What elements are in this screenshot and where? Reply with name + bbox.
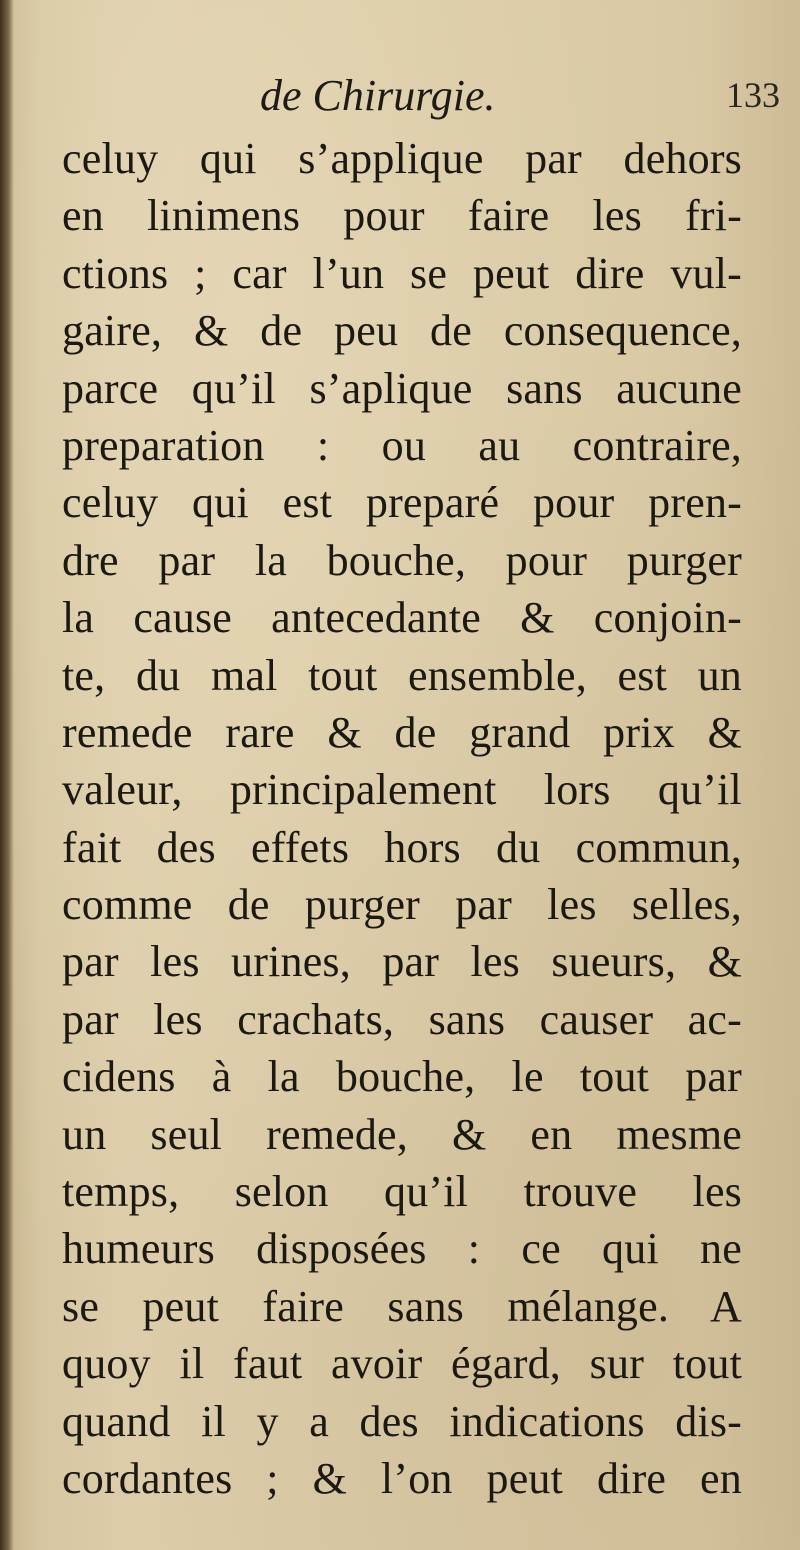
text-line: temps, selon qu’il trouve les [62, 1167, 742, 1217]
text-line: humeurs disposées : ce qui ne [62, 1224, 742, 1274]
text-line: cidens à la bouche, le tout par [62, 1052, 742, 1102]
text-line: celuy qui est preparé pour pren- [62, 478, 742, 528]
text-line: gaire, & de peu de consequence, [62, 306, 742, 356]
text-line: par les urines, par les sueurs, & [62, 937, 742, 987]
text-line: preparation : ou au contraire, [62, 420, 742, 470]
binding-edge [0, 0, 14, 1550]
text-line: un seul remede, & en mesme [62, 1109, 742, 1159]
text-line: quoy il faut avoir égard, sur tout [62, 1339, 742, 1389]
text-line: ctions ; car l’un se peut dire vul- [62, 248, 742, 298]
text-line: en linimens pour faire les fri- [62, 191, 742, 241]
text-line: se peut faire sans mélange. A [62, 1281, 742, 1331]
text-line: quand il y a des indications dis- [62, 1396, 742, 1446]
text-line: fait des effets hors du commun, [62, 822, 742, 872]
text-line: comme de purger par les selles, [62, 880, 742, 930]
text-line: celuy qui s’applique par dehors [62, 134, 742, 183]
text-line: par les crachats, sans causer ac- [62, 994, 742, 1044]
text-line: la cause antecedante & conjoin- [62, 593, 742, 643]
running-title: de Chirurgie. [260, 71, 496, 120]
page-number: 133 [726, 75, 780, 115]
text-line: te, du mal tout ensemble, est un [62, 650, 742, 700]
text-line: dre par la bouche, pour purger [62, 535, 742, 585]
text-line: cordantes ; & l’on peut dire en [62, 1453, 742, 1503]
text-line: parce qu’il s’aplique sans aucune [62, 363, 742, 413]
body-text [62, 130, 742, 1507]
text-line: remede rare & de grand prix & [62, 707, 742, 757]
text-line: valeur, principalement lors qu’il [62, 765, 742, 815]
page-header [60, 70, 780, 130]
